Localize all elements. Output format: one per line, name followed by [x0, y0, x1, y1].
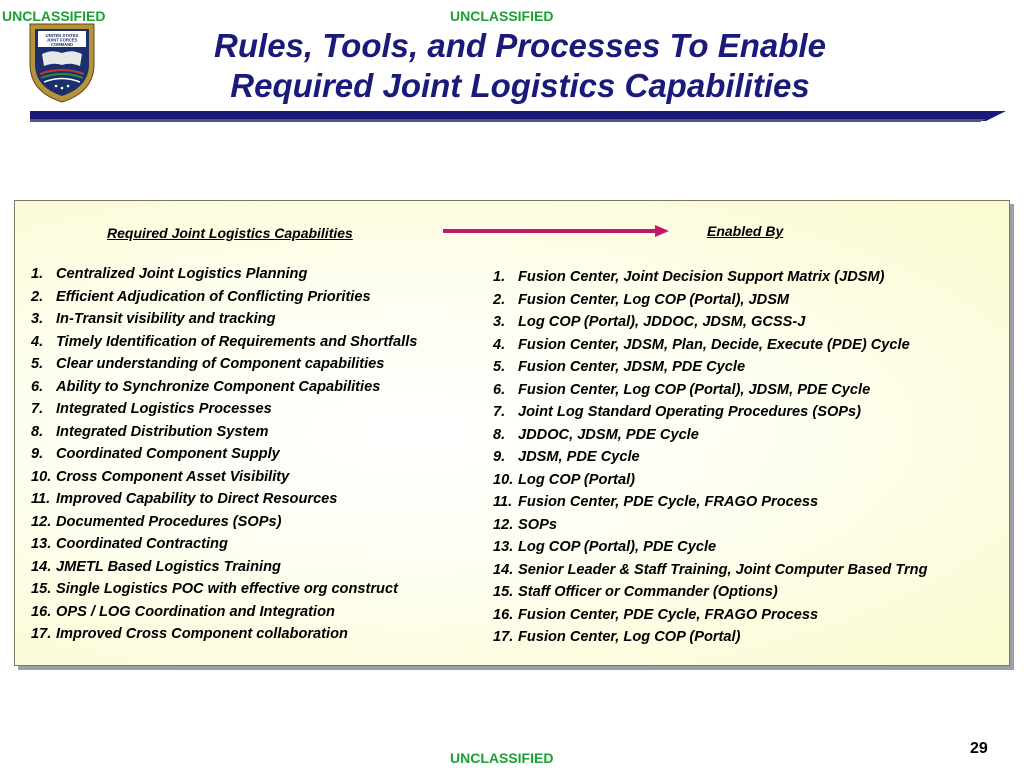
capability-item-number: 15. — [31, 581, 52, 597]
enabler-item-number: 6. — [493, 381, 506, 398]
capability-item-number: 8. — [31, 423, 44, 440]
svg-text:UNITED STATES: UNITED STATES — [45, 33, 79, 38]
enabler-item-number: 7. — [493, 404, 506, 420]
capability-item — [31, 623, 417, 646]
svg-text:COMMAND: COMMAND — [50, 42, 74, 47]
capability-item-number: 2. — [31, 288, 44, 305]
enabler-item — [493, 604, 928, 627]
enabler-item-number: 5. — [493, 359, 506, 375]
capability-item — [31, 556, 417, 579]
capability-item-number: 9. — [31, 446, 44, 462]
capability-item — [31, 421, 417, 444]
capability-item-number: 4. — [31, 333, 44, 350]
classification-banner-top: UNCLASSIFIED — [450, 8, 554, 24]
capability-item-text: Efficient Adjudication of Conflicting Priorities — [56, 288, 371, 305]
capability-item — [31, 376, 417, 399]
enabler-item-text: Fusion Center, Log COP (Portal), JDSM, PDE Cycle — [518, 381, 871, 398]
enabler-item-text: Senior Leader & Staff Training, Joint Computer Based Trng — [518, 561, 928, 578]
capability-item-number: 13. — [31, 536, 52, 552]
enabler-item-number: 15. — [493, 584, 514, 600]
enabler-item — [493, 289, 928, 312]
enabler-item — [493, 379, 928, 402]
capability-item-text: Clear understanding of Component capabilities — [56, 356, 385, 372]
svg-text:JOINT FORCES: JOINT FORCES — [46, 37, 78, 43]
enabler-item — [493, 266, 928, 289]
capability-item-text: OPS / LOG Coordination and Integration — [56, 603, 335, 620]
capability-item-text: Improved Capability to Direct Resources — [56, 491, 338, 507]
enabler-item-text: Log COP (Portal), JDDOC, JDSM, GCSS-J — [518, 314, 806, 330]
capability-item-number: 1. — [31, 266, 44, 282]
enabler-item — [493, 469, 928, 492]
capability-item-text: Ability to Synchronize Component Capabilities — [56, 378, 381, 395]
enabler-item — [493, 536, 928, 559]
capability-item-number: 11. — [31, 491, 51, 507]
enabler-item — [493, 401, 928, 424]
classification-banner-bottom: UNCLASSIFIED — [450, 750, 554, 766]
capability-item-number: 10. — [31, 468, 52, 485]
enabler-item-text: Fusion Center, Joint Decision Support Matrix (JDSM) — [518, 269, 885, 285]
enabler-item-text: Staff Officer or Commander (Options) — [518, 584, 778, 600]
enabler-item — [493, 311, 928, 334]
enabler-item — [493, 581, 928, 604]
enabler-item-number: 10. — [493, 471, 514, 488]
enabler-item — [493, 356, 928, 379]
capability-item-text: Cross Component Asset Visibility — [56, 468, 290, 485]
classification-banner-top-left: UNCLASSIFIED — [2, 8, 106, 24]
enabler-item-text: Fusion Center, Log COP (Portal), JDSM — [518, 291, 790, 308]
enabler-item — [493, 334, 928, 357]
enabler-item — [493, 491, 928, 514]
capabilities-panel — [14, 200, 1010, 666]
page-number: 29 — [970, 740, 988, 757]
enabler-item — [493, 514, 928, 537]
required-capabilities-list — [31, 263, 417, 646]
capability-item — [31, 466, 417, 489]
enabler-item-number: 14. — [493, 561, 514, 578]
enabler-item-number: 13. — [493, 539, 514, 555]
enabler-item-text: JDDOC, JDSM, PDE Cycle — [518, 426, 699, 443]
slide-title — [110, 26, 930, 106]
capability-item — [31, 331, 417, 354]
enabler-item-text: Fusion Center, PDE Cycle, FRAGO Process — [518, 494, 819, 510]
enabler-item-text: Joint Log Standard Operating Procedures (SOPs) — [518, 404, 862, 420]
enabler-item-number: 1. — [493, 269, 506, 285]
capability-item-text: Coordinated Contracting — [56, 536, 228, 552]
enabler-item-number: 4. — [493, 336, 506, 353]
enabler-item — [493, 446, 928, 469]
capability-item — [31, 263, 417, 286]
capability-item — [31, 286, 417, 309]
enabler-item-number: 3. — [493, 314, 506, 330]
enabled-by-list — [493, 266, 928, 649]
capability-item-number: 6. — [31, 378, 44, 395]
arrow-right-icon — [443, 221, 673, 241]
capability-item — [31, 601, 417, 624]
capability-item — [31, 578, 417, 601]
enabler-item-text: Fusion Center, Log COP (Portal) — [518, 629, 741, 645]
enabler-item-number: 16. — [493, 606, 514, 623]
enabler-item — [493, 626, 928, 649]
capability-item-number: 17. — [31, 626, 52, 642]
capability-item-text: Documented Procedures (SOPs) — [56, 513, 282, 530]
slide-title-line-1: Rules, Tools, and Processes To Enable — [214, 27, 826, 64]
capability-item-number: 3. — [31, 311, 44, 327]
enabler-item-text: Fusion Center, JDSM, Plan, Decide, Execute (PDE) Cycle — [518, 336, 910, 353]
enabler-item-text: Fusion Center, PDE Cycle, FRAGO Process — [518, 606, 819, 623]
enabler-item-text: Log COP (Portal) — [518, 471, 636, 488]
enabler-item-text: SOPs — [518, 516, 557, 533]
capability-item-number: 12. — [31, 513, 52, 530]
capability-item-number: 14. — [31, 558, 52, 575]
capability-item-text: In-Transit visibility and tracking — [56, 311, 276, 327]
capability-item-text: Improved Cross Component collaboration — [56, 626, 348, 642]
required-capabilities-header: Required Joint Logistics Capabilities — [107, 225, 353, 241]
enabler-item-text: Log COP (Portal), PDE Cycle — [518, 539, 717, 555]
capability-item-text: Timely Identification of Requirements and Shortfalls — [56, 333, 418, 350]
capability-item — [31, 353, 417, 376]
capability-item-text: JMETL Based Logistics Training — [56, 558, 281, 575]
enabler-item-text: JDSM, PDE Cycle — [518, 449, 640, 465]
capability-item-text: Integrated Distribution System — [56, 423, 269, 440]
enabler-item-number: 12. — [493, 516, 514, 533]
capability-item — [31, 308, 417, 331]
capability-item — [31, 488, 417, 511]
capability-item-text: Integrated Logistics Processes — [56, 401, 272, 417]
enabler-item-number: 11. — [493, 494, 513, 510]
capability-item-number: 7. — [31, 401, 44, 417]
enabler-item-number: 17. — [493, 629, 514, 645]
capability-item — [31, 398, 417, 421]
capability-item — [31, 511, 417, 534]
enabled-by-header: Enabled By — [707, 223, 784, 239]
enabler-item-number: 2. — [493, 291, 506, 308]
capability-item-text: Centralized Joint Logistics Planning — [56, 266, 308, 282]
title-underline-bar — [30, 108, 1006, 124]
enabler-item — [493, 424, 928, 447]
slide-title-line-2: Required Joint Logistics Capabilities — [230, 67, 810, 104]
enabler-item — [493, 559, 928, 582]
capability-item-text: Coordinated Component Supply — [56, 446, 280, 462]
capability-item-text: Single Logistics POC with effective org construct — [56, 581, 398, 597]
capability-item-number: 5. — [31, 356, 44, 372]
capability-item — [31, 443, 417, 466]
enabler-item-number: 9. — [493, 449, 506, 465]
capability-item — [31, 533, 417, 556]
capability-item-number: 16. — [31, 603, 52, 620]
enabler-item-text: Fusion Center, JDSM, PDE Cycle — [518, 359, 746, 375]
joint-forces-command-seal-icon — [26, 18, 98, 104]
enabler-item-number: 8. — [493, 426, 506, 443]
